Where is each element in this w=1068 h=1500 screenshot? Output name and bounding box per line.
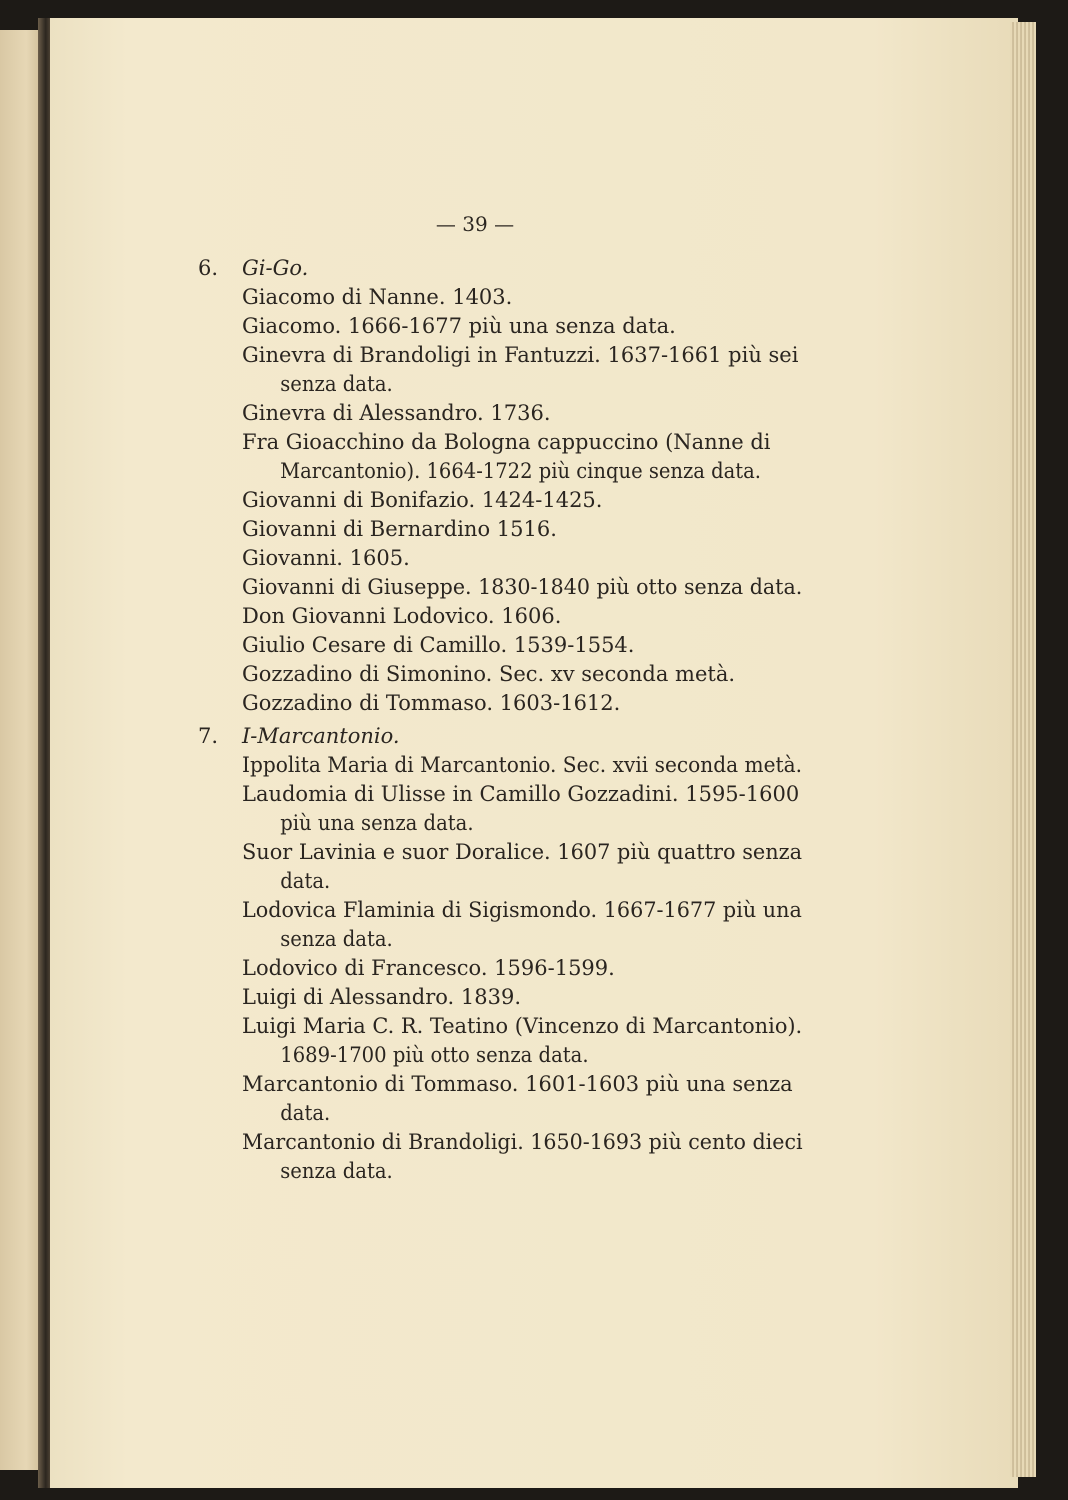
index-entry — [198, 689, 798, 718]
entry-continuation-line: senza data. — [280, 372, 393, 396]
index-entry — [198, 751, 803, 780]
entry-continuation-line: 1689-1700 più otto senza data. — [280, 1043, 589, 1067]
index-entry — [198, 573, 803, 602]
entry-line: Giovanni di Giuseppe. 1830-1840 più otto senza data. — [242, 575, 803, 599]
index-entry — [198, 399, 798, 428]
index-entry — [198, 486, 798, 515]
section-number: 6. — [198, 256, 219, 280]
section-gi-go — [198, 254, 803, 718]
entry-line: Don Giovanni Lodovico. 1606. — [242, 604, 562, 628]
entry-continuation-line: data. — [280, 1101, 331, 1125]
index-entry — [198, 283, 798, 312]
index-entry — [198, 896, 802, 954]
entry-line: Fra Gioacchino da Bologna cappuccino (Nanne di — [242, 430, 771, 454]
entry-line: Luigi Maria C. R. Teatino (Vincenzo di Marcantonio). — [242, 1014, 803, 1038]
index-entry — [198, 838, 803, 896]
section-i-marcantonio — [198, 722, 803, 1186]
section-number: 7. — [198, 724, 219, 748]
entry-line: Ginevra di Alessandro. 1736. — [242, 401, 551, 425]
entry-continuation-line: data. — [280, 869, 331, 893]
index-entry — [198, 660, 798, 689]
index-entry — [198, 1128, 803, 1186]
entry-line: Suor Lavinia e suor Doralice. 1607 più quattro senza — [242, 840, 803, 864]
entry-line: Marcantonio di Brandoligi. 1650-1693 più cento dieci — [242, 1130, 803, 1154]
entry-continuation-line: senza data. — [280, 927, 393, 951]
entry-continuation-line: Marcantonio). 1664-1722 più cinque senza data. — [280, 459, 761, 483]
section-title: I-Marcantonio. — [242, 724, 400, 748]
entry-continuation-line: senza data. — [280, 1159, 393, 1183]
entry-line: Marcantonio di Tommaso. 1601-1603 più una senza — [242, 1072, 793, 1096]
entry-line: Giacomo di Nanne. 1403. — [242, 285, 513, 309]
entry-line: Giacomo. 1666-1677 più una senza data. — [242, 314, 676, 338]
entry-list — [198, 283, 803, 718]
section-heading — [198, 722, 798, 751]
index-entry — [198, 544, 798, 573]
index-entry — [198, 780, 798, 838]
entry-line: Gozzadino di Simonino. Sec. xv seconda metà. — [242, 662, 736, 686]
section-heading — [198, 254, 798, 283]
index-entry — [198, 631, 798, 660]
entry-line: Giovanni di Bernardino 1516. — [242, 517, 557, 541]
index-entry — [198, 954, 798, 983]
entry-line: Lodovico di Francesco. 1596-1599. — [242, 956, 615, 980]
entry-line: Luigi di Alessandro. 1839. — [242, 985, 521, 1009]
entry-line: Giovanni di Bonifazio. 1424-1425. — [242, 488, 603, 512]
entry-line: Ginevra di Brandoligi in Fantuzzi. 1637-1661 più sei — [242, 343, 799, 367]
index-entry — [198, 1070, 798, 1128]
index-entry — [198, 602, 798, 631]
index-entry — [198, 983, 798, 1012]
index-entry — [198, 341, 798, 399]
index-entry — [198, 428, 798, 486]
entry-line: Lodovica Flaminia di Sigismondo. 1667-1677 più una — [242, 898, 802, 922]
section-title: Gi-Go. — [242, 256, 309, 280]
entry-line: Ippolita Maria di Marcantonio. Sec. xvii seconda metà. — [242, 753, 803, 777]
entry-continuation-line: più una senza data. — [280, 811, 474, 835]
index-entry — [198, 312, 798, 341]
index-entry — [198, 1012, 803, 1070]
entry-line: Laudomia di Ulisse in Camillo Gozzadini. 1595-1600 — [242, 782, 800, 806]
entry-line: Gozzadino di Tommaso. 1603-1612. — [242, 691, 621, 715]
page-number: — 39 — — [435, 212, 515, 236]
entry-list — [198, 751, 803, 1186]
index-entry — [198, 515, 798, 544]
entry-line: Giulio Cesare di Camillo. 1539-1554. — [242, 633, 635, 657]
entry-line: Giovanni. 1605. — [242, 546, 410, 570]
